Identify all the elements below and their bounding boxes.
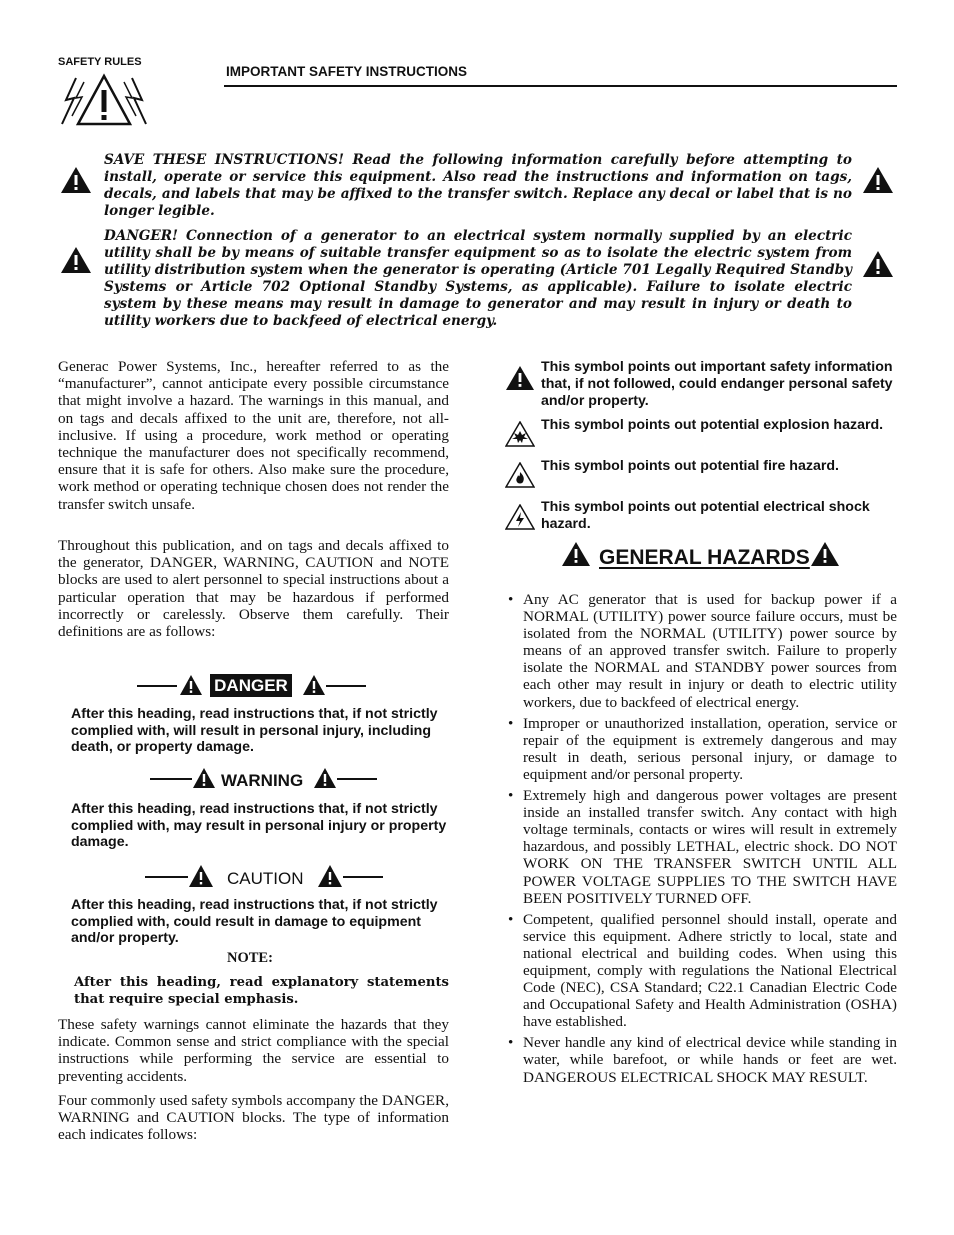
danger-label: DANGER <box>210 674 292 697</box>
header-title: IMPORTANT SAFETY INSTRUCTIONS <box>226 64 468 79</box>
symbol-description: This symbol points out potential fire hazard. <box>541 458 839 474</box>
symbol-description: This symbol points out potential explosion hazard. <box>541 417 884 433</box>
alert-triangle-icon <box>505 365 535 391</box>
note-label: NOTE: <box>227 950 273 966</box>
warning-triangle-icon <box>60 166 92 194</box>
symbol-row <box>505 458 900 490</box>
safety-symbols-paragraph: Four commonly used safety symbols accompany the DANGER, WARNING and CAUTION blocks. The type of information each indicates follows: <box>58 1092 449 1144</box>
list-item: • Competent, qualified personnel should install, operate and service this equipment. Adhere strictly to local, state and national electrical and building codes. When using this equipment, comply with regulations the National Electrical Code (NEC), CSA Standard; C22.1 Canadian Electric Code and Occupational Safety and Health Administration (OSHA) have established. <box>505 911 897 1031</box>
warning-triangle-icon <box>810 541 840 567</box>
warning-triangle-icon <box>561 541 591 567</box>
explosion-icon <box>505 421 535 447</box>
warning-definition: After this heading, read instructions that, if not strictly complied with, may result in personal injury or property damage. <box>71 801 447 850</box>
intro-paragraph: Generac Power Systems, Inc., hereafter referred to as the “manufacturer”, cannot anticipate every possible circumstance that might involve a hazard. The warnings in this manual, and on tags and decals affixed to the unit are, therefore, not all-inclusive. If using a procedure, work method or operating technique the manufacturer does not specifically recommend, ensure that it is safe for others. Also make sure the procedure, work method or operating technique chosen does not render the transfer switch unsafe. <box>58 358 449 513</box>
list-item: • Any AC generator that is used for backup power if a NORMAL (UTILITY) power source failure occurs, must be isolated from the NORMAL (UTILITY) power source by means of an approved transfer switch. Failure to properly isolate the NORMAL and STANDBY power sources from each other may result in injury or death to electric utility workers, due to backfeed of electrical energy. <box>505 591 897 711</box>
list-item: • Never handle any kind of electrical device while standing in water, while barefoot, or while hands or feet are wet. DANGEROUS ELECTRICAL SHOCK MAY RESULT. <box>505 1034 897 1085</box>
danger-definition: After this heading, read instructions that, if not strictly complied with, will result in personal injury, including death, or property damage. <box>71 706 438 755</box>
signal-words-paragraph: Throughout this publication, and on tags and decals affixed to the generator, DANGER, WARNING, CAUTION and NOTE blocks are used to alert personnel to special instructions about a particular operation that may be hazardous if performed incorrectly or carelessly. Observe them carefully. Their definitions are as follows: <box>58 537 449 641</box>
warning-triangle-icon <box>188 864 214 888</box>
safety-rules-logo <box>58 56 150 128</box>
symbol-row <box>505 499 900 535</box>
general-hazards-title: GENERAL HAZARDS <box>599 546 810 569</box>
warning-triangle-icon <box>317 864 343 888</box>
general-hazards-list <box>505 591 897 1090</box>
caution-definition: After this heading, read instructions that, if not strictly complied with, could result in damage to equipment and/or property. <box>71 897 438 946</box>
symbol-row <box>505 417 900 449</box>
symbol-row <box>505 359 900 411</box>
note-definition: After this heading, read explanatory statements that require special emphasis. <box>74 975 449 1007</box>
symbol-description: This symbol points out potential electrical shock hazard. <box>541 499 870 532</box>
safety-warnings-paragraph: These safety warnings cannot eliminate the hazards that they indicate. Common sense and strict compliance with the special instructions while performing the service are essential to preventing accidents. <box>58 1016 449 1085</box>
danger-backfeed-warning: DANGER! Connection of a generator to an electrical system normally supplied by an electric utility shall be by means of suitable transfer equipment so as to isolate the electric system from utility distribution system when the generator is operating (Article 701 Legally Required Standby Systems or Article 702 Optional Standby Systems, as applicable). Failure to isolate electric system by these means may result in damage to generator and may result in injury or death to utility workers due to backfeed of electrical energy. <box>104 228 852 329</box>
caution-label: CAUTION <box>227 869 304 888</box>
warning-label: WARNING <box>221 771 304 790</box>
list-item: • Extremely high and dangerous power voltages are present inside an installed transfer switch. Any contact with high voltage terminals, contacts or wires will result in extremely hazardous, and possibly LETHAL, electric shock. DO NOT WORK ON THE TRANSFER SWITCH UNTIL ALL POWER VOLTAGE SUPPLIES TO THE SWITCH HAVE BEEN POSITIVELY TURNED OFF. <box>505 787 897 907</box>
symbol-description: This symbol points out important safety information that, if not followed, could endanger personal safety and/or property. <box>541 359 893 409</box>
warning-triangle-icon <box>862 250 894 278</box>
warning-triangle-icon <box>862 166 894 194</box>
fire-icon <box>505 462 535 488</box>
list-item: • Improper or unauthorized installation, operation, service or repair of the equipment is extremely dangerous and may result in death, serious personal injury, or damage to equipment and/or personal property. <box>505 715 897 783</box>
warning-triangle-icon <box>192 767 216 789</box>
save-instructions-warning: SAVE THESE INSTRUCTIONS! Read the following information carefully before attempting to install, operate or service this equipment. Also read the instructions and information on tags, decals, and labels that may be affixed to the transfer switch. Replace any decal or label that is no longer legible. <box>104 152 852 219</box>
warning-triangle-icon <box>313 767 337 789</box>
warning-triangle-icon <box>60 246 92 274</box>
electric-shock-icon <box>505 504 535 530</box>
warning-triangle-icon <box>179 674 203 696</box>
safety-rules-warning-icon <box>60 72 148 128</box>
warning-triangle-icon <box>302 674 326 696</box>
header-divider <box>224 85 897 87</box>
logo-label: SAFETY RULES <box>58 56 142 68</box>
